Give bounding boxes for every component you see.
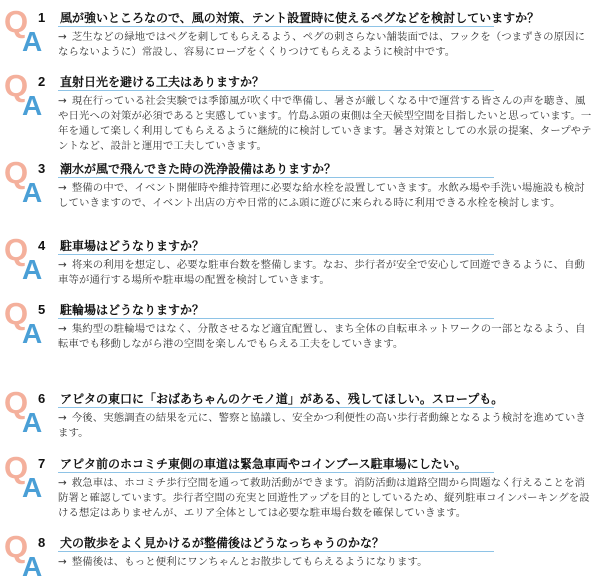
answer (58, 258, 594, 288)
a-icon: A (22, 551, 43, 582)
arrow-icon: → (58, 95, 67, 107)
question-text: 直射日光を避ける工夫はありますか？ (60, 75, 265, 89)
divider (58, 318, 494, 319)
question-text: 駐車場はどうなりますか？ (60, 239, 205, 253)
q-icon: Q (4, 68, 29, 103)
divider (58, 407, 494, 408)
a-icon: A (22, 26, 43, 57)
q-icon: Q (4, 296, 29, 331)
question-number: 3 (38, 161, 46, 176)
divider (58, 90, 494, 91)
arrow-icon: → (58, 556, 67, 568)
a-icon: A (22, 472, 43, 503)
divider (58, 177, 494, 178)
answer-text: 今後、実態調査の結果を元に、警察と協議し、安全かつ利便性の高い歩行者動線となるよう検討を進めていきます。 (58, 412, 586, 439)
answer (58, 181, 594, 211)
question-number: 6 (38, 391, 46, 406)
q-icon: Q (4, 529, 29, 564)
answer (58, 476, 594, 521)
question-number: 7 (38, 456, 46, 471)
q-icon: Q (4, 232, 29, 267)
q-icon: Q (4, 450, 29, 485)
question-number: 2 (38, 74, 46, 89)
answer-text: 芝生などの緑地ではペグを刺してもらえるよう、ペグの刺さらない舗装面では、フックを（つまずきの原因にならないように）常設し、容易にロープをくくりつけてもらえるように検討中です。 (58, 31, 586, 58)
answer (58, 322, 594, 352)
question-number: 1 (38, 10, 46, 25)
answer-text: 現在行っている社会実験では季節風が吹く中で準備し、暑さが厳しくなる中で運営する皆さんの声を聴き、風や日光への対策が必須であると実感しています。竹島ふ頭の東側は全天候型空間を目指したいと思っています。一年を通して楽しく利用してもらえるように継続的に検討していきます。暑さ対策としての水景の提案、タープやテントなど、設計と運用で工夫していきます。 (58, 95, 592, 152)
arrow-icon: → (58, 412, 67, 424)
question-number: 5 (38, 302, 46, 317)
a-icon: A (22, 177, 43, 208)
question-text: 犬の散歩をよく見かけるが整備後はどうなっちゃうのかな？ (60, 536, 385, 550)
question-text: アピタの東口に「おばあちゃんのケモノ道」がある、残してほしい。スロープも。 (60, 392, 504, 406)
a-icon: A (22, 407, 43, 438)
question-text: 潮水が風で飛んできた時の洗浄設備はありますか？ (60, 162, 337, 176)
question-number: 4 (38, 238, 46, 253)
divider (58, 472, 494, 473)
question-number: 8 (38, 535, 46, 550)
arrow-icon: → (58, 259, 67, 271)
answer (58, 411, 594, 441)
divider (58, 254, 494, 255)
answer-text: 将来の利用を想定し、必要な駐車台数を整備します。なお、歩行者が安全で安心して回遊できるように、自動車等が通行する場所や駐車場の配置を検討していきます。 (58, 259, 586, 286)
answer-text: 救急車は、ホコミチ歩行空間を通って救助活動ができます。消防活動は道路空間から問題なく行えることを消防署と確認しています。歩行者空間の充実と回遊性アップを目的としているため、縦列駐車コインパーキングを設ける想定はありませんが、エリア全体としては必要な駐車場台数を確保していきます。 (58, 477, 590, 519)
arrow-icon: → (58, 323, 67, 335)
arrow-icon: → (58, 31, 67, 43)
question-text: アピタ前のホコミチ東側の車道は緊急車両やコインブース駐車場にしたい。 (60, 457, 467, 471)
question-text: 風が強いところなので、風の対策、テント設置時に使えるペグなどを検討していますか？ (60, 11, 540, 25)
answer-text: 整備後は、もっと便利にワンちゃんとお散歩してもらえるようになります。 (71, 556, 428, 568)
a-icon: A (22, 90, 43, 121)
answer-text: 集約型の駐輪場ではなく、分散させるなど適宜配置し、まち全体の自転車ネットワークの一部となるよう、自転車でも移動しながら港の空間を楽しんでもらえる工夫をしていきます。 (58, 323, 586, 350)
q-icon: Q (4, 4, 29, 39)
divider (58, 551, 494, 552)
answer (58, 30, 594, 60)
q-icon: Q (4, 155, 29, 190)
q-icon: Q (4, 385, 29, 420)
divider (58, 26, 494, 27)
answer (58, 555, 594, 570)
arrow-icon: → (58, 477, 67, 489)
question-text: 駐輪場はどうなりますか？ (60, 303, 205, 317)
arrow-icon: → (58, 182, 67, 194)
a-icon: A (22, 254, 43, 285)
a-icon: A (22, 318, 43, 349)
answer (58, 94, 594, 154)
answer-text: 整備の中で、イベント開催時や維持管理に必要な給水栓を設置していきます。水飲み場や手洗い場施設も検討していきますので、イベント出店の方や日常的にふ頭に遊びに来られる時に利用できる水栓を検討します。 (58, 182, 585, 209)
